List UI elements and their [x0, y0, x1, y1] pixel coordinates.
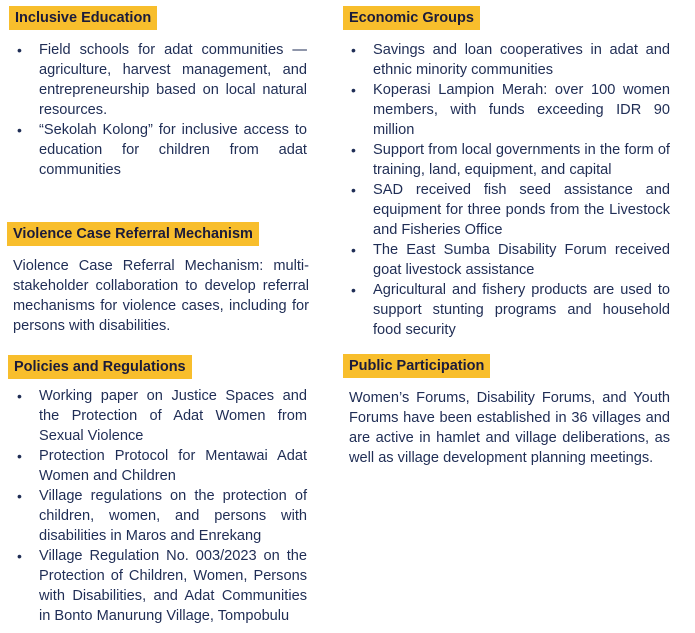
list-item: • Village regulations on the protection of children, women, and persons with disabilities in Maros and Enrekang	[17, 488, 307, 544]
list-item: • Agricultural and fishery products are used to support stunting programs and household food security	[351, 282, 670, 338]
list-item: • Working paper on Justice Spaces and the Protection of Adat Women from Sexual Violence	[17, 388, 307, 444]
public-participation-header: Public Participation	[343, 354, 490, 378]
bullet-icon: •	[17, 122, 22, 138]
inclusive-education-header: Inclusive Education	[9, 6, 157, 30]
list-item: • The East Sumba Disability Forum received goat livestock assistance	[351, 242, 670, 278]
list-item: • Savings and loan cooperatives in adat and ethnic minority communities	[351, 42, 670, 78]
inclusive-education-list	[14, 40, 307, 180]
list-item: • “Sekolah Kolong” for inclusive access to education for children from adat communities	[17, 122, 307, 178]
list-item: • Koperasi Lampion Merah: over 100 women members, with funds exceeding IDR 90 million	[351, 82, 670, 138]
list-item: • SAD received fish seed assistance and equipment for three ponds from the Livestock and Fisheries Office	[351, 182, 670, 238]
bullet-icon: •	[351, 42, 356, 58]
list-item: • Field schools for adat communities — agriculture, harvest management, and entrepreneurship based on local natural resources.	[17, 42, 307, 118]
list-item: • Protection Protocol for Mentawai Adat Women and Children	[17, 448, 307, 484]
economic-groups-header: Economic Groups	[343, 6, 480, 30]
bullet-icon: •	[351, 142, 356, 158]
bullet-icon: •	[351, 82, 356, 98]
list-item: • Support from local governments in the form of training, land, equipment, and capital	[351, 142, 670, 178]
economic-groups-list	[348, 40, 670, 340]
bullet-icon: •	[17, 448, 22, 464]
bullet-icon: •	[17, 488, 22, 504]
policies-list	[14, 386, 307, 626]
public-participation-body: Women’s Forums, Disability Forums, and Youth Forums have been established in 36 villages and are active in hamlet and village deliberations, as well as village development planning meetings.	[349, 390, 670, 466]
bullet-icon: •	[351, 182, 356, 198]
bullet-icon: •	[17, 388, 22, 404]
violence-referral-body: Violence Case Referral Mechanism: multi-stakeholder collaboration to develop referral mechanisms for violence cases, including for persons with disabilities.	[13, 258, 309, 334]
bullet-icon: •	[351, 282, 356, 298]
bullet-icon: •	[351, 242, 356, 258]
bullet-icon: •	[17, 42, 22, 58]
policies-header: Policies and Regulations	[8, 355, 192, 379]
bullet-icon: •	[17, 548, 22, 564]
violence-referral-header: Violence Case Referral Mechanism	[7, 222, 259, 246]
list-item: • Village Regulation No. 003/2023 on the Protection of Children, Women, Persons with Disabilities, and Adat Communities in Bonto Manurung Village, Tompobulu	[17, 548, 307, 624]
